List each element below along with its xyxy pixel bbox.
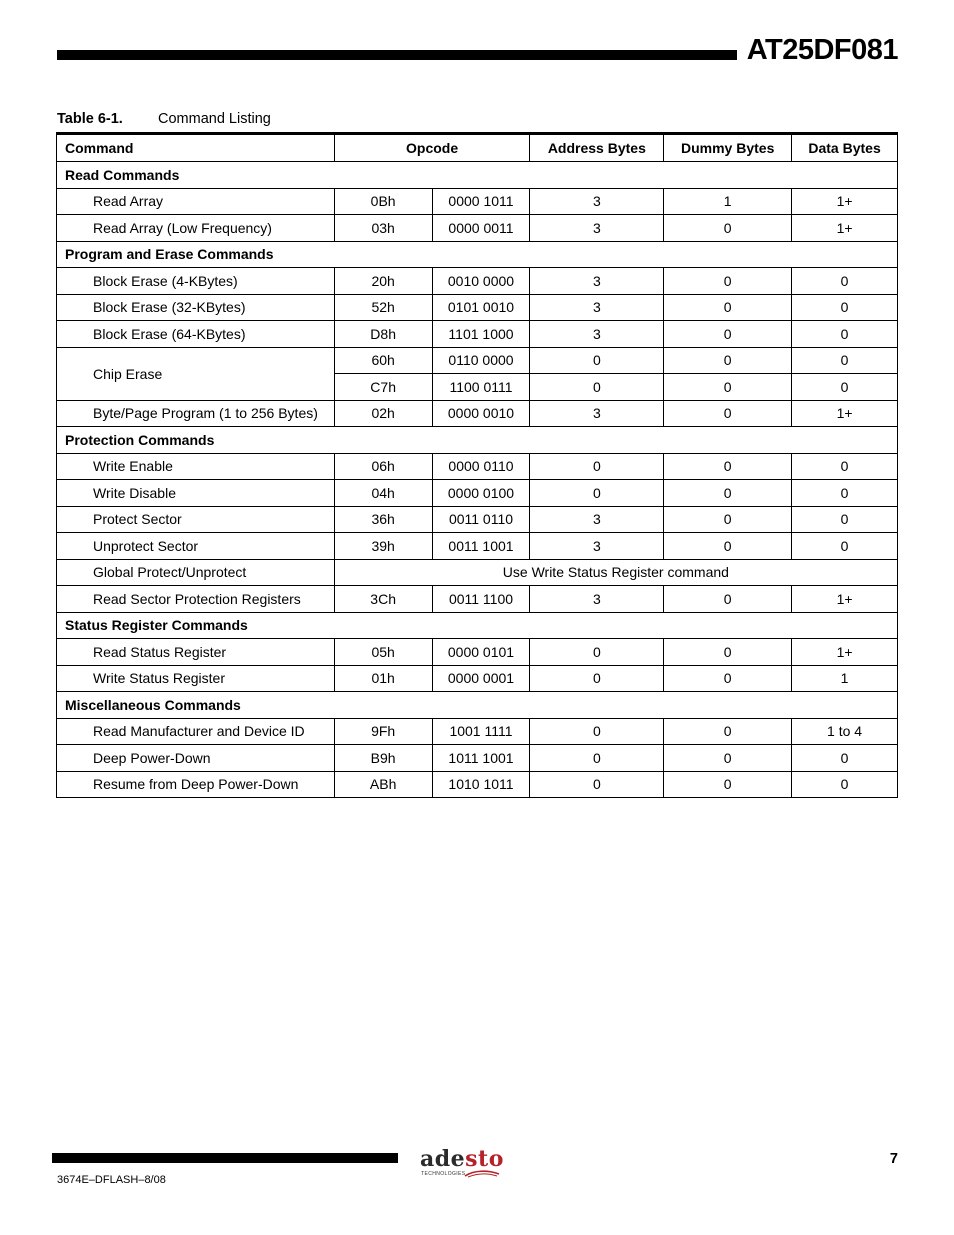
address-bytes: 3 xyxy=(530,188,664,215)
opcode-hex: 52h xyxy=(334,294,432,321)
opcode-hex: 0Bh xyxy=(334,188,432,215)
table-row xyxy=(57,586,898,613)
address-bytes: 3 xyxy=(530,294,664,321)
command-name: Deep Power-Down xyxy=(57,745,335,772)
data-bytes: 0 xyxy=(792,533,898,560)
table-row xyxy=(57,453,898,480)
command-name: Protect Sector xyxy=(57,506,335,533)
table-row xyxy=(57,347,898,374)
command-name: Read Manufacturer and Device ID xyxy=(57,718,335,745)
dummy-bytes: 0 xyxy=(664,374,792,401)
opcode-binary: 1101 1000 xyxy=(432,321,530,348)
section-row xyxy=(57,162,898,189)
address-bytes: 0 xyxy=(530,374,664,401)
opcode-hex: 39h xyxy=(334,533,432,560)
table-row xyxy=(57,268,898,295)
opcode-binary: 0011 0110 xyxy=(432,506,530,533)
opcode-binary: 0110 0000 xyxy=(432,347,530,374)
table-row xyxy=(57,400,898,427)
footer-rule xyxy=(52,1153,398,1163)
data-bytes: 0 xyxy=(792,480,898,507)
data-bytes: 0 xyxy=(792,745,898,772)
table-row xyxy=(57,533,898,560)
data-bytes: 1 xyxy=(792,665,898,692)
table-title: Command Listing xyxy=(158,111,271,127)
opcode-hex: 3Ch xyxy=(334,586,432,613)
opcode-hex: 36h xyxy=(334,506,432,533)
table-row xyxy=(57,188,898,215)
opcode-binary: 1100 0111 xyxy=(432,374,530,401)
opcode-binary: 0000 0010 xyxy=(432,400,530,427)
table-row xyxy=(57,718,898,745)
dummy-bytes: 0 xyxy=(664,400,792,427)
opcode-binary: 1011 1001 xyxy=(432,745,530,772)
command-name: Block Erase (64-KBytes) xyxy=(57,321,335,348)
section-row xyxy=(57,692,898,719)
opcode-hex: 20h xyxy=(334,268,432,295)
address-bytes: 3 xyxy=(530,268,664,295)
opcode-binary: 0011 1001 xyxy=(432,533,530,560)
opcode-hex: 05h xyxy=(334,639,432,666)
col-header-opcode: Opcode xyxy=(334,134,530,162)
address-bytes: 0 xyxy=(530,639,664,666)
dummy-bytes: 0 xyxy=(664,321,792,348)
section-title: Read Commands xyxy=(57,162,898,189)
command-name: Block Erase (4-KBytes) xyxy=(57,268,335,295)
table-row xyxy=(57,480,898,507)
opcode-binary: 0000 0100 xyxy=(432,480,530,507)
section-title: Miscellaneous Commands xyxy=(57,692,898,719)
adesto-logo xyxy=(420,1146,502,1182)
table-row xyxy=(57,321,898,348)
opcode-binary: 0011 1100 xyxy=(432,586,530,613)
opcode-hex: 03h xyxy=(334,215,432,242)
dummy-bytes: 0 xyxy=(664,347,792,374)
dummy-bytes: 0 xyxy=(664,665,792,692)
command-name: Resume from Deep Power-Down xyxy=(57,771,335,798)
logo-main-text: ade xyxy=(420,1146,466,1172)
command-name: Read Array xyxy=(57,188,335,215)
header-rule xyxy=(57,50,737,60)
address-bytes: 0 xyxy=(530,480,664,507)
document-title: AT25DF081 xyxy=(746,34,898,66)
opcode-hex: B9h xyxy=(334,745,432,772)
address-bytes: 3 xyxy=(530,321,664,348)
logo-accent-text: sto xyxy=(465,1146,504,1172)
table-row xyxy=(57,639,898,666)
data-bytes: 1+ xyxy=(792,639,898,666)
data-bytes: 0 xyxy=(792,771,898,798)
table-header-row xyxy=(57,134,898,162)
command-name: Read Array (Low Frequency) xyxy=(57,215,335,242)
dummy-bytes: 0 xyxy=(664,480,792,507)
opcode-hex: 60h xyxy=(334,347,432,374)
dummy-bytes: 0 xyxy=(664,294,792,321)
col-header-address-bytes: Address Bytes xyxy=(530,134,664,162)
opcode-hex: C7h xyxy=(334,374,432,401)
page-number: 7 xyxy=(889,1151,898,1167)
command-name: Read Status Register xyxy=(57,639,335,666)
table-caption xyxy=(57,111,271,127)
opcode-hex: 06h xyxy=(334,453,432,480)
command-name: Write Enable xyxy=(57,453,335,480)
command-name: Chip Erase xyxy=(57,347,335,400)
table-row xyxy=(57,559,898,586)
section-title: Protection Commands xyxy=(57,427,898,454)
logo-wordmark xyxy=(420,1146,504,1172)
dummy-bytes: 0 xyxy=(664,215,792,242)
address-bytes: 0 xyxy=(530,453,664,480)
col-header-data-bytes: Data Bytes xyxy=(792,134,898,162)
dummy-bytes: 0 xyxy=(664,453,792,480)
command-name: Write Disable xyxy=(57,480,335,507)
command-table xyxy=(56,132,898,798)
opcode-hex: 9Fh xyxy=(334,718,432,745)
logo-swoosh-icon xyxy=(464,1170,500,1178)
opcode-hex: D8h xyxy=(334,321,432,348)
opcode-hex: ABh xyxy=(334,771,432,798)
data-bytes: 0 xyxy=(792,268,898,295)
opcode-binary: 0010 0000 xyxy=(432,268,530,295)
dummy-bytes: 0 xyxy=(664,745,792,772)
command-note: Use Write Status Register command xyxy=(334,559,897,586)
section-row xyxy=(57,241,898,268)
table-row xyxy=(57,771,898,798)
dummy-bytes: 0 xyxy=(664,771,792,798)
opcode-binary: 1001 1111 xyxy=(432,718,530,745)
opcode-binary: 0000 1011 xyxy=(432,188,530,215)
address-bytes: 3 xyxy=(530,586,664,613)
command-name: Write Status Register xyxy=(57,665,335,692)
table-row xyxy=(57,745,898,772)
opcode-hex: 02h xyxy=(334,400,432,427)
address-bytes: 0 xyxy=(530,718,664,745)
address-bytes: 3 xyxy=(530,215,664,242)
table-row xyxy=(57,506,898,533)
opcode-hex: 01h xyxy=(334,665,432,692)
address-bytes: 3 xyxy=(530,533,664,560)
address-bytes: 3 xyxy=(530,400,664,427)
opcode-binary: 1010 1011 xyxy=(432,771,530,798)
address-bytes: 3 xyxy=(530,506,664,533)
section-title: Status Register Commands xyxy=(57,612,898,639)
data-bytes: 1 to 4 xyxy=(792,718,898,745)
dummy-bytes: 1 xyxy=(664,188,792,215)
section-title: Program and Erase Commands xyxy=(57,241,898,268)
dummy-bytes: 0 xyxy=(664,533,792,560)
table-row xyxy=(57,665,898,692)
dummy-bytes: 0 xyxy=(664,639,792,666)
table-row xyxy=(57,215,898,242)
data-bytes: 1+ xyxy=(792,400,898,427)
opcode-binary: 0101 0010 xyxy=(432,294,530,321)
command-name: Block Erase (32-KBytes) xyxy=(57,294,335,321)
table-row xyxy=(57,294,898,321)
opcode-binary: 0000 0110 xyxy=(432,453,530,480)
address-bytes: 0 xyxy=(530,771,664,798)
data-bytes: 1+ xyxy=(792,188,898,215)
command-name: Read Sector Protection Registers xyxy=(57,586,335,613)
dummy-bytes: 0 xyxy=(664,586,792,613)
data-bytes: 0 xyxy=(792,506,898,533)
opcode-binary: 0000 0101 xyxy=(432,639,530,666)
opcode-binary: 0000 0001 xyxy=(432,665,530,692)
section-row xyxy=(57,612,898,639)
col-header-command: Command xyxy=(57,134,335,162)
table-number: Table 6-1. xyxy=(57,111,123,127)
address-bytes: 0 xyxy=(530,745,664,772)
data-bytes: 1+ xyxy=(792,586,898,613)
command-name: Byte/Page Program (1 to 256 Bytes) xyxy=(57,400,335,427)
data-bytes: 1+ xyxy=(792,215,898,242)
opcode-binary: 0000 0011 xyxy=(432,215,530,242)
logo-subtitle: TECHNOLOGIES xyxy=(421,1171,466,1177)
opcode-hex: 04h xyxy=(334,480,432,507)
document-code: 3674E–DFLASH–8/08 xyxy=(57,1174,166,1186)
command-name: Unprotect Sector xyxy=(57,533,335,560)
dummy-bytes: 0 xyxy=(664,268,792,295)
command-name: Global Protect/Unprotect xyxy=(57,559,335,586)
data-bytes: 0 xyxy=(792,453,898,480)
data-bytes: 0 xyxy=(792,321,898,348)
data-bytes: 0 xyxy=(792,294,898,321)
col-header-dummy-bytes: Dummy Bytes xyxy=(664,134,792,162)
address-bytes: 0 xyxy=(530,665,664,692)
dummy-bytes: 0 xyxy=(664,506,792,533)
data-bytes: 0 xyxy=(792,374,898,401)
address-bytes: 0 xyxy=(530,347,664,374)
data-bytes: 0 xyxy=(792,347,898,374)
dummy-bytes: 0 xyxy=(664,718,792,745)
section-row xyxy=(57,427,898,454)
